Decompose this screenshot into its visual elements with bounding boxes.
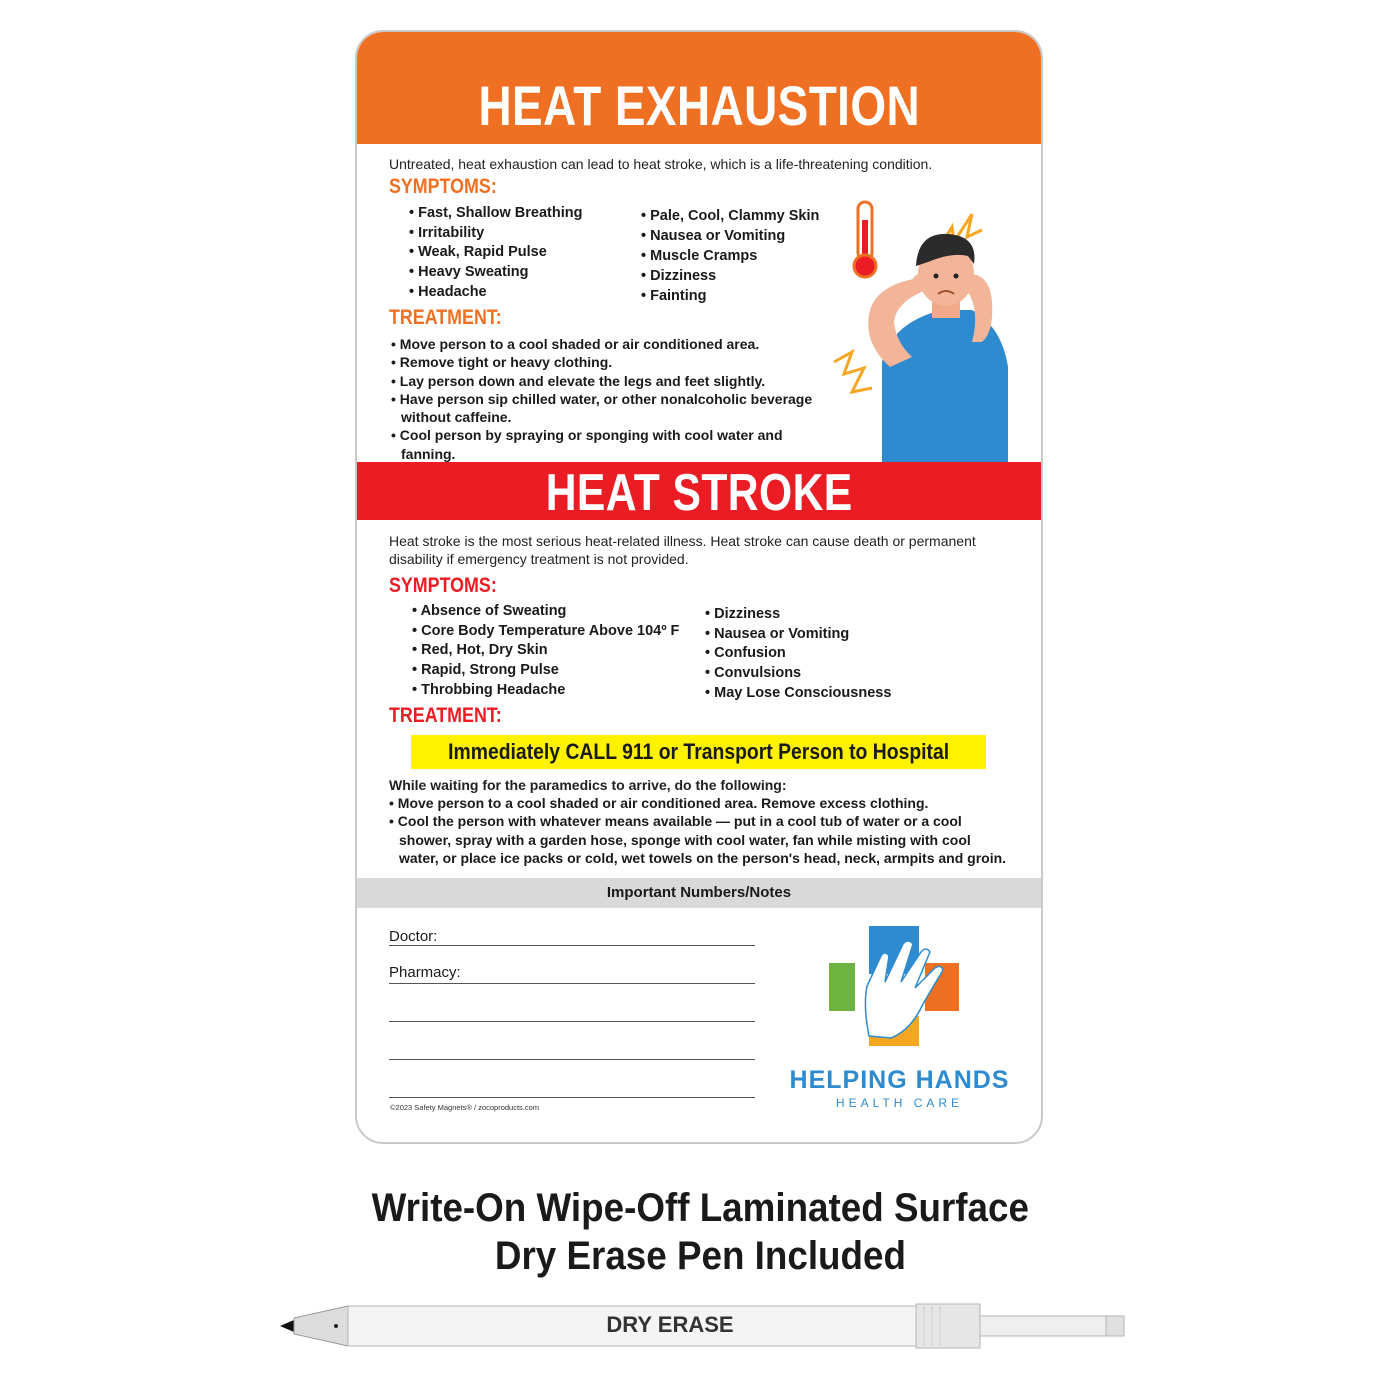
- symptom-item: • Absence of Sweating: [412, 602, 679, 622]
- symptom-item: • Convulsions: [705, 664, 891, 684]
- symptom-item: • Heavy Sweating: [409, 263, 582, 283]
- symptom-item: • Nausea or Vomiting: [641, 227, 819, 247]
- doctor-line[interactable]: [389, 945, 755, 946]
- heat-exhaustion-treatment-heading: TREATMENT:: [389, 306, 502, 329]
- symptom-item: • Nausea or Vomiting: [705, 625, 891, 645]
- symptom-item: • Confusion: [705, 644, 891, 664]
- heat-stroke-symptoms-list-1: [412, 602, 679, 701]
- symptom-item: • Dizziness: [641, 267, 819, 287]
- treatment-item: • Lay person down and elevate the legs and feet slightly.: [391, 372, 831, 390]
- heat-exhaustion-symptoms-list-1: [409, 204, 582, 303]
- tagline-line-2: Dry Erase Pen Included: [494, 1234, 906, 1278]
- pen-label: DRY ERASE: [606, 1312, 734, 1337]
- notes-line[interactable]: [389, 1021, 755, 1022]
- pain-zigzag-icon: [834, 352, 872, 392]
- heat-safety-card: [355, 30, 1043, 1144]
- symptom-item: • Muscle Cramps: [641, 247, 819, 267]
- sick-man-illustration: [822, 192, 1022, 462]
- heat-exhaustion-treatment-list: [391, 335, 831, 463]
- symptom-item: • Throbbing Headache: [412, 681, 679, 701]
- logo-name: HELPING HANDS: [789, 1066, 1010, 1094]
- symptom-item: • May Lose Consciousness: [705, 684, 891, 704]
- waiting-instructions: While waiting for the paramedics to arrive, do the following:: [389, 777, 787, 793]
- pharmacy-line[interactable]: [389, 983, 755, 984]
- symptom-item: • Fainting: [641, 287, 819, 307]
- thermometer-icon: [854, 202, 876, 277]
- treatment-item: • Remove tight or heavy clothing.: [391, 353, 831, 371]
- notes-line[interactable]: [389, 1097, 755, 1098]
- treatment-item: • Cool the person with whatever means available — put in a cool tub of water or a cool shower, spray with a garden hose, sponge with cool water, fan while misting with cool water, or place ice packs or cold, wet towels on the person's head, neck, armpits and groin.: [389, 812, 1009, 867]
- copyright-text: ©2023 Safety Magnets® / zocoproducts.com: [390, 1103, 540, 1112]
- heat-exhaustion-title: HEAT EXHAUSTION: [357, 32, 1041, 144]
- treatment-item: • Have person sip chilled water, or other nonalcoholic beverage without caffeine.: [391, 390, 831, 427]
- call-911-callout: Immediately CALL 911 or Transport Person to Hospital: [411, 735, 986, 769]
- heat-exhaustion-intro: Untreated, heat exhaustion can lead to heat stroke, which is a life-threatening condition.: [389, 156, 933, 172]
- logo-subtitle: HEALTH CARE: [835, 1096, 964, 1110]
- tagline-line-1: Write-On Wipe-Off Laminated Surface: [371, 1186, 1029, 1230]
- symptom-item: • Rapid, Strong Pulse: [412, 661, 679, 681]
- treatment-item: • Cool person by spraying or sponging with cool water and fanning.: [391, 426, 831, 463]
- treatment-item: • Move person to a cool shaded or air conditioned area.: [391, 335, 831, 353]
- symptom-item: • Fast, Shallow Breathing: [409, 204, 582, 224]
- heat-stroke-symptoms-list-2: [705, 605, 891, 704]
- notes-line[interactable]: [389, 1059, 755, 1060]
- treatment-item: • Move person to a cool shaded or air conditioned area. Remove excess clothing.: [389, 794, 1009, 812]
- symptom-item: • Headache: [409, 283, 582, 303]
- heat-exhaustion-symptoms-heading: SYMPTOMS:: [389, 175, 497, 198]
- symptom-item: • Pale, Cool, Clammy Skin: [641, 207, 819, 227]
- doctor-label: Doctor:: [389, 928, 438, 945]
- heat-exhaustion-symptoms-list-2: [641, 207, 819, 307]
- symptom-item: • Weak, Rapid Pulse: [409, 243, 582, 263]
- heat-stroke-treatment-list: [389, 794, 1009, 867]
- heat-stroke-symptoms-heading: SYMPTOMS:: [389, 574, 497, 597]
- symptom-item: • Dizziness: [705, 605, 891, 625]
- important-numbers-heading: Important Numbers/Notes: [357, 878, 1041, 908]
- heat-stroke-treatment-heading: TREATMENT:: [389, 704, 502, 727]
- heat-stroke-title: HEAT STROKE: [357, 462, 1041, 520]
- symptom-item: • Core Body Temperature Above 104º F: [412, 622, 679, 642]
- symptom-item: • Red, Hot, Dry Skin: [412, 641, 679, 661]
- heat-stroke-intro: Heat stroke is the most serious heat-related illness. Heat stroke can cause death or permanent disability if emergency treatment is not provided.: [389, 533, 976, 567]
- helping-hands-logo-icon: [829, 926, 959, 1048]
- symptom-item: • Irritability: [409, 224, 582, 244]
- pharmacy-label: Pharmacy:: [389, 964, 461, 981]
